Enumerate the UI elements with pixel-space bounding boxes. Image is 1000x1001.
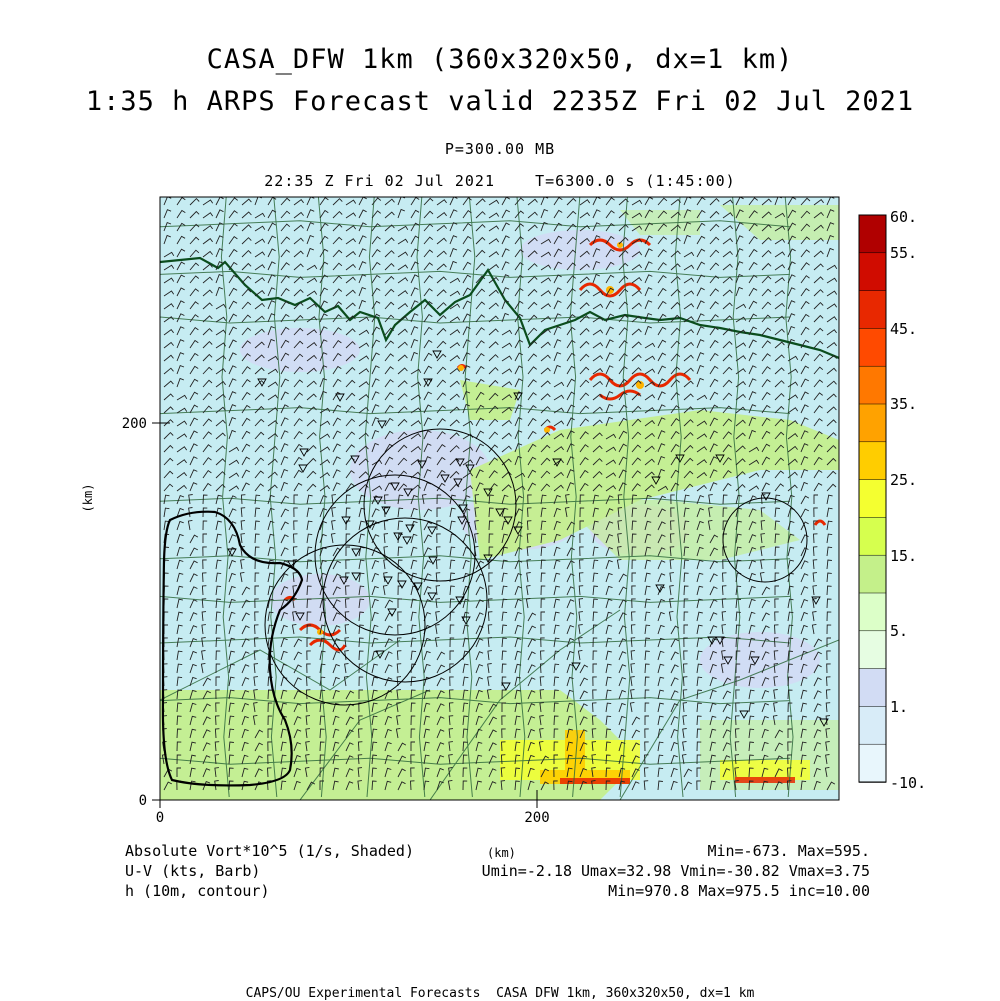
color-bar-label: 45.: [890, 320, 918, 338]
color-bar-label: -10.: [890, 774, 927, 792]
color-bar-swatch: [859, 328, 886, 366]
map-panel: [160, 197, 839, 801]
color-bar-label: 5.: [890, 622, 909, 640]
y-tick-label: 200: [121, 416, 147, 432]
color-bar-swatch: [859, 291, 886, 329]
color-bar-swatch: [859, 404, 886, 442]
color-bar-swatch: [859, 706, 886, 744]
y-tick-label: 0: [138, 793, 147, 809]
color-bar-swatch: [859, 593, 886, 631]
map-title-line-2: 1:35 h ARPS Forecast valid 2235Z Fri 02 Jul 2021: [85, 86, 915, 117]
y-axis-label: (km): [81, 483, 95, 513]
color-bar-swatch: [859, 366, 886, 404]
color-bar-swatch: [859, 517, 886, 555]
valid-time-label: 22:35 Z Fri 02 Jul 2021 T=6300.0 s (1:45:00): [264, 172, 736, 190]
color-bar-label: 35.: [890, 395, 918, 413]
legend-field-2: U-V (kts, Barb): [125, 862, 261, 880]
color-bar-label: 60.: [890, 208, 918, 226]
color-bar-swatch: [859, 253, 886, 291]
color-bar-swatch: [859, 442, 886, 480]
color-bar: [859, 215, 886, 783]
x-tick-label: 200: [524, 810, 550, 826]
legend-field-3: h (10m, contour): [125, 882, 270, 900]
legend-field-1: Absolute Vort*10^5 (1/s, Shaded): [125, 842, 414, 860]
legend-field-3-stats: Min=970.8 Max=975.5 inc=10.00: [608, 882, 870, 900]
pressure-level-label: P=300.00 MB: [444, 140, 556, 158]
color-bar-swatch: [859, 744, 886, 782]
color-bar-swatch: [859, 480, 886, 518]
color-bar-labels: [890, 208, 926, 792]
color-bar-swatch: [859, 669, 886, 707]
legend-field-2-stats: Umin=-2.18 Umax=32.98 Vmin=-30.82 Vmax=3.75: [481, 862, 870, 880]
color-bar-label: 1.: [890, 698, 909, 716]
footer-credit: CAPS/OU Experimental Forecasts CASA DFW 1km, 360x320x50, dx=1 km: [245, 986, 755, 1001]
x-tick-label: 0: [155, 810, 165, 826]
map-title-line-1: CASA_DFW 1km (360x320x50, dx=1 km): [206, 44, 794, 75]
color-bar-label: 55.: [890, 244, 918, 262]
x-axis-label: (km): [487, 846, 516, 860]
color-bar-label: 25.: [890, 471, 918, 489]
color-bar-swatch: [859, 215, 886, 253]
legend-field-1-stats: Min=-673. Max=595.: [707, 842, 870, 860]
color-bar-swatch: [859, 631, 886, 669]
color-bar-label: 15.: [890, 547, 918, 565]
color-bar-swatch: [859, 555, 886, 593]
